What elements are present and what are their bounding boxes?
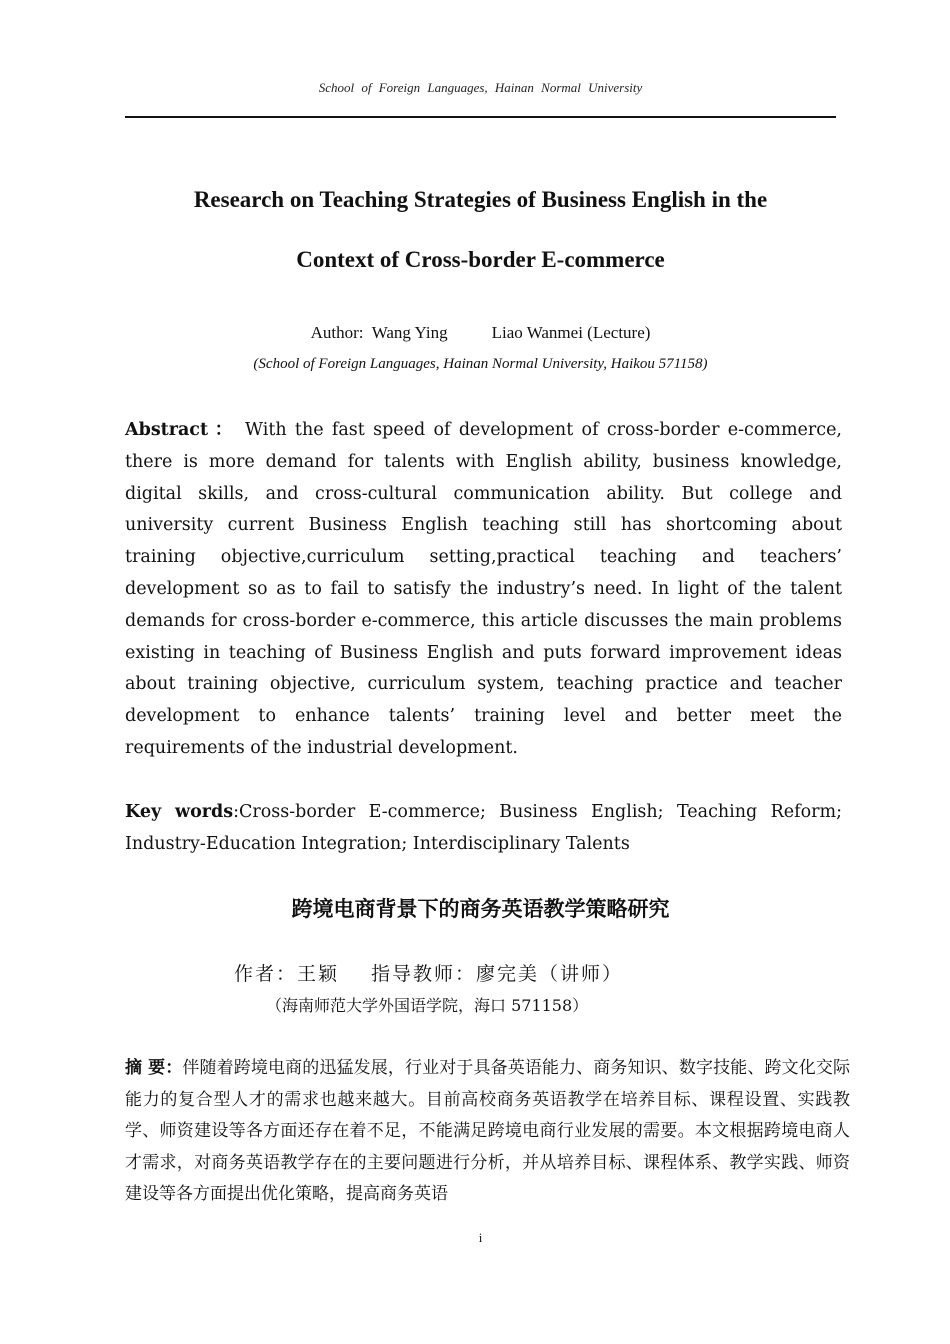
page-number: i xyxy=(478,1230,483,1245)
chinese-author: 作者：王颖 xyxy=(234,963,340,985)
english-title-line-1: Research on Teaching Strategies of Business English in the xyxy=(193,187,768,212)
running-header: School of Foreign Languages, Hainan Normal University xyxy=(318,80,643,95)
english-author-line xyxy=(125,323,836,343)
english-abstract xyxy=(125,415,842,765)
chinese-advisor: 指导教师：廖完美（讲师） xyxy=(371,963,624,985)
english-abstract-label: Abstract xyxy=(125,420,209,440)
chinese-affiliation: （海南师范大学外国语学院，海口 571158） xyxy=(266,996,589,1015)
chinese-author-line xyxy=(234,959,834,986)
english-keywords xyxy=(125,797,842,861)
english-title-line-2: Context of Cross-border E-commerce xyxy=(296,247,665,272)
chinese-abstract-text: 伴随着跨境电商的迅猛发展，行业对于具备英语能力、商务知识、数字技能、跨文化交际能力的复合型人才的需求也越来越大。目前高校商务英语教学在培养目标、课程设置、实践教学、师资建设等各方面还存在着不足，不能满足跨境电商行业发展的需要。本文根据跨境电商人才需求，对商务英语教学存在的主要问题进行分析，并从培养目标、课程体系、教学实践、师资建设等各方面提出优化策略，提高商务英语 xyxy=(125,1058,850,1205)
chinese-abstract xyxy=(125,1053,850,1211)
english-abstract-colon: ： xyxy=(212,420,236,440)
english-keywords-label: Key words xyxy=(125,802,234,822)
english-author-name: Wang Ying xyxy=(371,323,448,342)
chinese-abstract-label: 摘 要： xyxy=(125,1058,183,1078)
chinese-title: 跨境电商背景下的商务英语教学策略研究 xyxy=(291,897,670,921)
english-advisor-name: Liao Wanmei (Lecture) xyxy=(491,323,651,342)
english-keywords-text: :Cross-border E-commerce; Business English; Teaching Reform; Industry-Education Integration; Interdisciplinary Talents xyxy=(125,802,842,854)
english-abstract-text: With the fast speed of development of cross-border e-commerce, there is more demand for talents with English ability, business knowledge, digital skills, and cross-cultural communication ability. But college and university current Business English teaching still has shortcoming about training objective,curriculum setting,practical teaching and teachers’ development so as to fail to satisfy the industry’s need. In light of the talent demands for cross-border e-commerce, this article discusses the main problems existing in teaching of Business English and puts forward improvement ideas about training objective, curriculum system, teaching practice and teacher development to enhance talents’ training level and better meet the requirements of the industrial development. xyxy=(125,420,842,758)
header-rule xyxy=(125,116,836,118)
english-title xyxy=(125,170,836,290)
english-author-label: Author: xyxy=(310,323,364,342)
english-affiliation: (School of Foreign Languages, Hainan Normal University, Haikou 571158) xyxy=(253,356,708,372)
